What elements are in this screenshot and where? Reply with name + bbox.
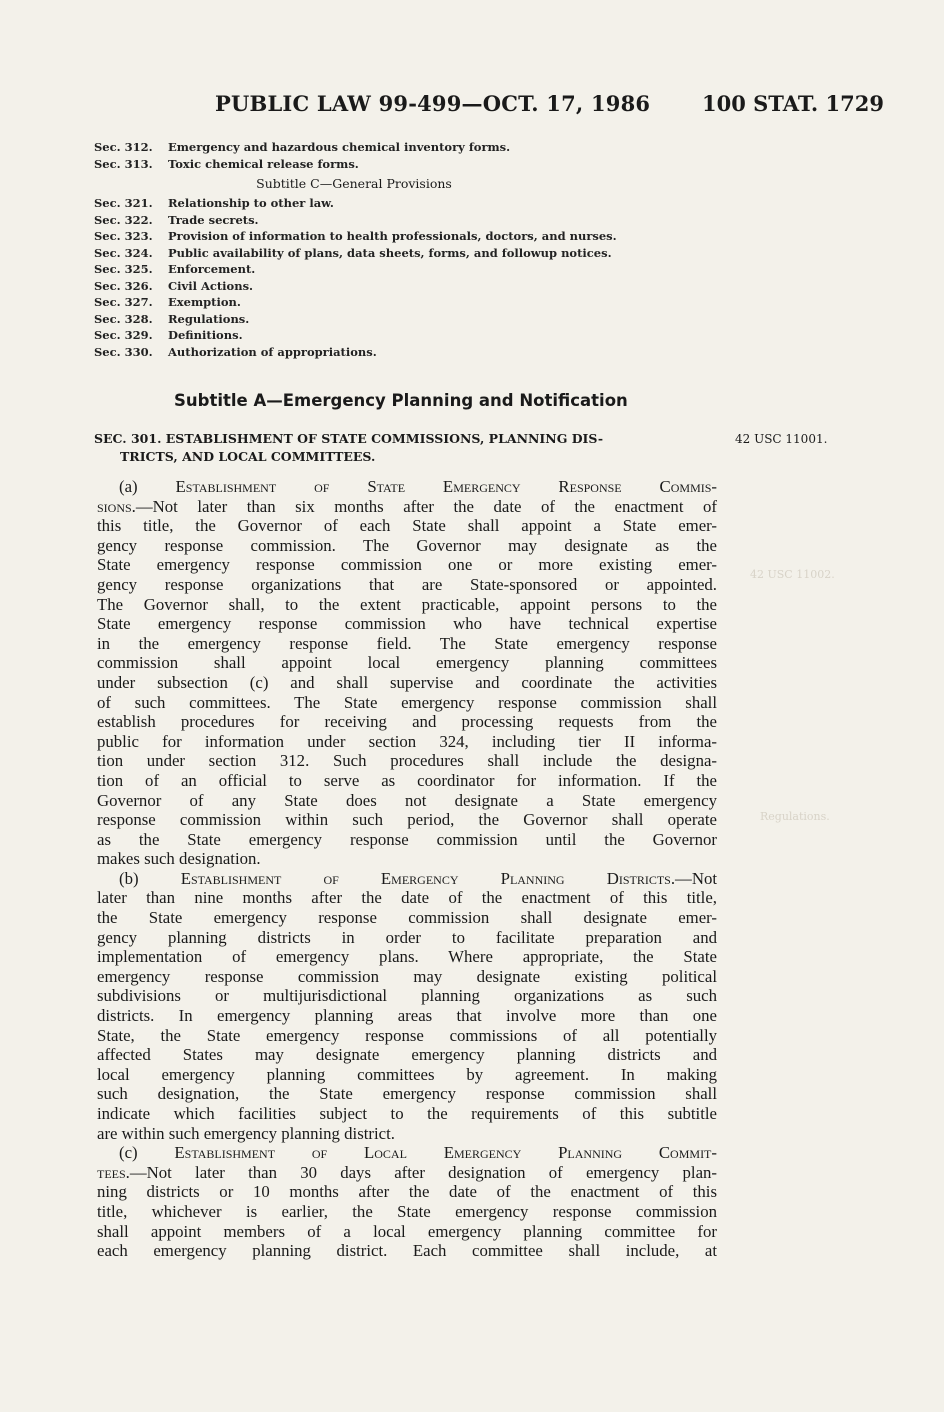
body-text-line: establish procedures for receiving and processing requests from the	[97, 712, 717, 732]
body-text-line: makes such designation.	[97, 849, 261, 869]
body-text-line: local emergency planning committees by agreement. In making	[97, 1064, 717, 1084]
toc-item: Sec. 326. Civil Actions.	[94, 278, 254, 293]
body-text-line: affected States may designate emergency planning districts and	[97, 1045, 717, 1065]
body-text-line: public for information under section 324, including tier II informa-	[97, 731, 717, 751]
body-text-line: later than nine months after the date of the enactment of this title,	[97, 888, 717, 908]
body-text-line: indicate which facilities subject to the requirements of this subtitle	[97, 1104, 717, 1123]
body-text-line: districts. In emergency planning areas that involve more than one	[97, 1006, 717, 1026]
toc-item: Sec. 321. Relationship to other law.	[94, 196, 334, 210]
body-text-line: gency response organizations that are State-sponsored or appointed.	[97, 574, 717, 594]
body-text-line: gency response commission. The Governor may designate as the	[97, 535, 717, 555]
body-text-line: shall appoint members of a local emergency planning committee for	[97, 1221, 717, 1241]
body-text-line: subdivisions or multijurisdictional planning organizations as such	[97, 986, 717, 1006]
bleed-through-margin-note: 42 USC 11002.	[750, 568, 835, 581]
body-text-line: gency planning districts in order to facilitate preparation and	[97, 927, 717, 947]
page-header-title: PUBLIC LAW 99-499—OCT. 17, 1986	[215, 91, 651, 116]
section-heading-line-2: TRICTS, AND LOCAL COMMITTEES.	[120, 449, 376, 464]
body-text-line: implementation of emergency plans. Where appropriate, the State	[97, 947, 717, 967]
page-header-stat: 100 STAT. 1729	[702, 91, 884, 116]
body-text-line: ning districts or 10 months after the date of the enactment of this	[97, 1182, 717, 1202]
body-text-line: State emergency response commission who have technical expertise	[97, 614, 717, 634]
margin-citation: 42 USC 11001.	[735, 432, 828, 446]
toc-subtitle-c: Subtitle C—General Provisions	[256, 176, 452, 191]
toc-item: Sec. 324. Public availability of plans, data sheets, forms, and followup notices.	[94, 245, 612, 260]
toc-item: Sec. 312. Emergency and hazardous chemical inventory forms.	[94, 140, 511, 154]
subtitle-a-heading: Subtitle A—Emergency Planning and Notification	[174, 391, 628, 410]
body-text-line: of such committees. The State emergency response commission shall	[97, 692, 717, 712]
body-text-line: tion of an official to serve as coordinator for information. If the	[97, 770, 717, 790]
toc-item: Sec. 327. Exemption.	[94, 295, 241, 309]
toc-item: Sec. 313. Toxic chemical release forms.	[94, 156, 359, 171]
table-of-contents	[94, 139, 694, 360]
body-text-line: response commission within such period, the Governor shall operate	[97, 810, 717, 830]
bleed-through-margin-note: Regulations.	[760, 810, 830, 823]
section-heading-line-1: SEC. 301. ESTABLISHMENT OF STATE COMMISSIONS, PLANNING DIS-	[94, 431, 604, 446]
body-text-line: emergency response commission may designate existing political	[97, 966, 717, 986]
body-text-line: the State emergency response commission shall designate emer-	[97, 908, 717, 928]
toc-item: Sec. 329. Definitions.	[94, 328, 243, 342]
body-text-line: title, whichever is earlier, the State emergency response commission	[97, 1201, 717, 1221]
toc-item: Sec. 323. Provision of information to health professionals, doctors, and nurses.	[94, 229, 617, 243]
paragraph-a-heading: (a) Establishment of State Emergency Response Commis-	[119, 477, 718, 496]
body-text-line: commission shall appoint local emergency planning committees	[97, 653, 717, 673]
section-heading	[94, 430, 694, 466]
paragraph-c-line: tees.—Not later than 30 days after designation of emergency plan-	[97, 1162, 717, 1182]
body-text-line: as the State emergency response commission until the Governor	[97, 829, 717, 849]
toc-item: Sec. 330. Authorization of appropriations.	[94, 344, 377, 359]
body-text-line: this title, the Governor of each State shall appoint a State emer-	[97, 516, 717, 536]
paragraph-b-heading: (b) Establishment of Emergency Planning Districts.—Not	[119, 868, 717, 888]
body-text-line: Governor of any State does not designate a State emergency	[97, 790, 717, 810]
body-text-line: State emergency response commission one or more existing emer-	[97, 555, 717, 575]
paragraph-a-line: sions.—Not later than six months after the date of the enactment of	[97, 496, 717, 516]
toc-item: Sec. 322. Trade secrets.	[94, 212, 259, 227]
paragraph-a-lines	[97, 516, 717, 869]
body-text-line: in the emergency response field. The State emergency response	[97, 633, 717, 653]
body-text-line: such designation, the State emergency response commission shall	[97, 1084, 717, 1104]
body-text-line: tion under section 312. Such procedures shall include the designa-	[97, 751, 717, 771]
body-text-line: State, the State emergency response commissions of all potentially	[97, 1025, 717, 1045]
toc-item: Sec. 325. Enforcement.	[94, 262, 256, 276]
body-text-line: are within such emergency planning district.	[97, 1123, 395, 1143]
body-text-line: under subsection (c) and shall supervise and coordinate the activities	[97, 672, 717, 692]
toc-item: Sec. 328. Regulations.	[94, 311, 250, 326]
paragraph-c-heading: (c) Establishment of Local Emergency Planning Commit-	[119, 1143, 717, 1163]
body-text-line: The Governor shall, to the extent practicable, appoint persons to the	[97, 594, 717, 614]
paragraph-c-lines	[97, 1182, 717, 1260]
body-text-line: each emergency planning district. Each committee shall include, at	[97, 1241, 717, 1261]
section-body	[97, 477, 717, 1261]
paragraph-b-lines	[97, 888, 717, 1143]
